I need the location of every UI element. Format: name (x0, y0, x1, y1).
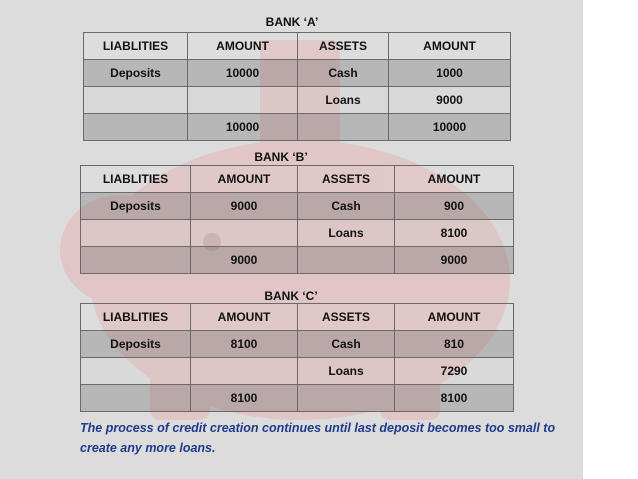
header-cell: AMOUNT (188, 33, 298, 60)
header-cell: AMOUNT (389, 33, 511, 60)
table-cell: 1000 (389, 60, 511, 87)
header-cell: LIABLITIES (81, 166, 191, 193)
table-title-bank-b: BANK ‘B’ (254, 150, 308, 164)
table-cell (188, 87, 298, 114)
bank-c-table (80, 303, 514, 412)
header-cell: AMOUNT (191, 304, 298, 331)
table-cell: 900 (395, 193, 514, 220)
table-row (84, 114, 511, 141)
table-row (81, 331, 514, 358)
table-cell: Cash (298, 193, 395, 220)
table-row (84, 87, 511, 114)
table-cell: 8100 (191, 331, 298, 358)
table-title-bank-a: BANK ‘A’ (265, 15, 319, 29)
table-cell: Loans (298, 87, 389, 114)
header-cell: AMOUNT (191, 166, 298, 193)
table-cell (298, 114, 389, 141)
bank-b-table (80, 165, 514, 274)
table-cell: Deposits (81, 331, 191, 358)
table-row (81, 247, 514, 274)
table-cell: Cash (298, 331, 395, 358)
table-cell: 8100 (395, 385, 514, 412)
table-cell: 9000 (389, 87, 511, 114)
table-row (81, 193, 514, 220)
table-cell: 9000 (395, 247, 514, 274)
credit-creation-note: The process of credit creation continues until last deposit becomes too small to create any more loans. (80, 421, 556, 455)
table-title-bank-c: BANK ‘C’ (264, 289, 318, 303)
table-cell: 10000 (389, 114, 511, 141)
table-cell: 10000 (188, 60, 298, 87)
table-cell: Loans (298, 358, 395, 385)
table-cell: Deposits (81, 193, 191, 220)
table-header-row (81, 166, 514, 193)
table-cell: 810 (395, 331, 514, 358)
table-cell (191, 358, 298, 385)
table-cell (81, 247, 191, 274)
table-cell: 8100 (395, 220, 514, 247)
table-cell (298, 247, 395, 274)
table-cell (298, 385, 395, 412)
bank-a-table (83, 32, 511, 141)
table-cell: Cash (298, 60, 389, 87)
table-cell (81, 385, 191, 412)
table-cell (84, 87, 188, 114)
table-cell: Loans (298, 220, 395, 247)
header-cell: AMOUNT (395, 166, 514, 193)
table-cell: 7290 (395, 358, 514, 385)
table-cell (84, 114, 188, 141)
table-cell: 10000 (188, 114, 298, 141)
header-cell: LIABLITIES (84, 33, 188, 60)
table-header-row (81, 304, 514, 331)
table-row (81, 385, 514, 412)
header-cell: ASSETS (298, 33, 389, 60)
table-row (84, 60, 511, 87)
table-cell (81, 358, 191, 385)
table-row (81, 220, 514, 247)
table-cell: 8100 (191, 385, 298, 412)
table-header-row (84, 33, 511, 60)
header-cell: ASSETS (298, 166, 395, 193)
table-cell (191, 220, 298, 247)
table-cell (81, 220, 191, 247)
header-cell: AMOUNT (395, 304, 514, 331)
table-cell: 9000 (191, 193, 298, 220)
header-cell: ASSETS (298, 304, 395, 331)
table-cell: 9000 (191, 247, 298, 274)
table-cell: Deposits (84, 60, 188, 87)
table-row (81, 358, 514, 385)
header-cell: LIABLITIES (81, 304, 191, 331)
